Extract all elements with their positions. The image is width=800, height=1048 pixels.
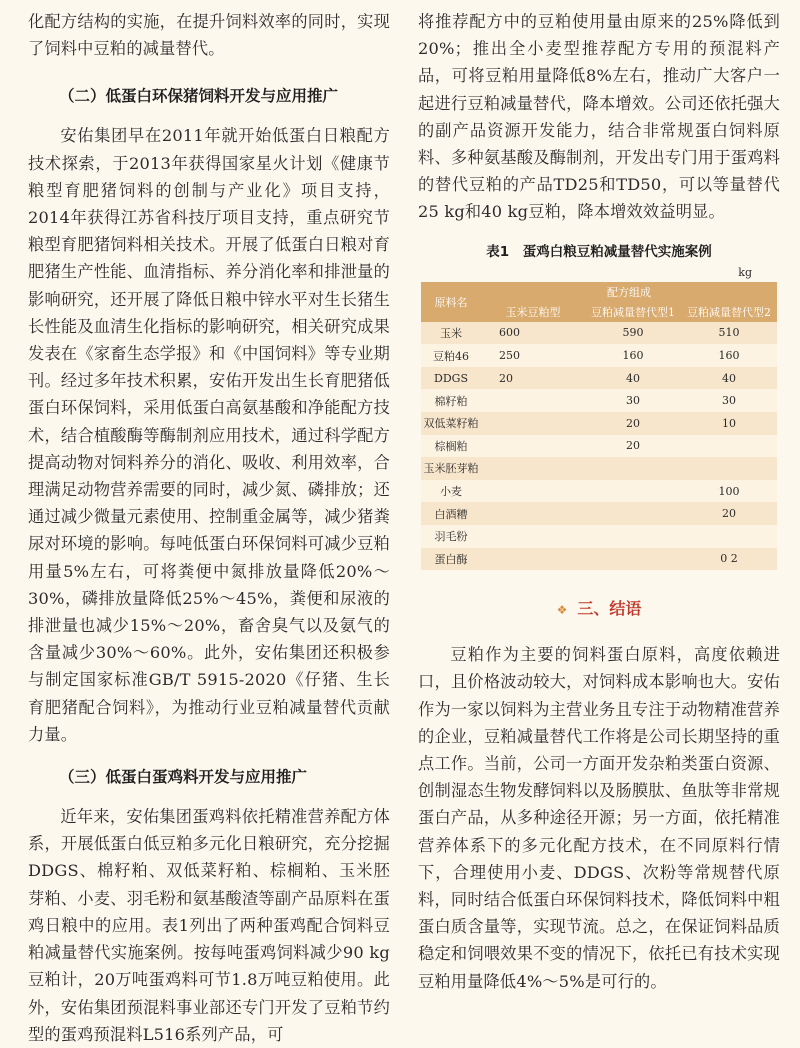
table-row	[421, 435, 777, 458]
cell	[481, 502, 585, 525]
cell: 30	[585, 389, 681, 412]
row-name: 玉米	[421, 322, 481, 345]
cell: 40	[681, 367, 777, 390]
cell: 20	[585, 435, 681, 458]
row-name: 白酒糟	[421, 502, 481, 525]
cell	[585, 480, 681, 503]
cell: 30	[681, 389, 777, 412]
right-column	[418, 0, 780, 995]
cell: 0 2	[681, 548, 777, 571]
table-row	[421, 412, 777, 435]
cell	[481, 457, 585, 480]
cell: 600	[481, 322, 585, 345]
section-title-conclusion	[418, 596, 780, 623]
cell: 590	[585, 322, 681, 345]
cell: 40	[585, 367, 681, 390]
table-row	[421, 525, 777, 548]
table-row	[421, 344, 777, 367]
cell	[585, 548, 681, 571]
header-rowname: 原料名	[421, 282, 481, 322]
table-row	[421, 457, 777, 480]
header-col-1: 玉米豆粕型	[481, 302, 585, 322]
cell	[481, 389, 585, 412]
cell	[681, 525, 777, 548]
cell: 10	[681, 412, 777, 435]
table-row	[421, 367, 777, 390]
cell: 100	[681, 480, 777, 503]
cell: 20	[681, 502, 777, 525]
cell	[681, 435, 777, 458]
paragraph-continued-right: 将推荐配方中的豆粕使用量由原来的25%降低到20%；推出全小麦型推荐配方专用的预混料产品，可将豆粕用量降低8%左右，推动广大客户一起进行豆粕减量替代，降本增效。公司还依托强大的副产品资源开发能力，结合非常规蛋白饲料原料、多种氨基酸及酶制剂，开发出专门用于蛋鸡料的替代豆粕的产品TD25和TD50，可以等量替代25 kg和40 kg豆粕，降本增效效益明显。	[418, 12, 780, 222]
cell: 250	[481, 344, 585, 367]
table-caption: 表1 蛋鸡白粮豆粕减量替代实施案例	[486, 243, 712, 260]
row-name: 棕榈粕	[421, 435, 481, 458]
row-name: 双低菜籽粕	[421, 412, 481, 435]
row-name: 棉籽粕	[421, 389, 481, 412]
cell	[585, 525, 681, 548]
cell	[585, 502, 681, 525]
row-name: DDGS	[421, 367, 481, 390]
left-column	[28, 0, 390, 1048]
paragraph-pig-feed: 安佑集团早在2011年就开始低蛋白日粮配方技术探索，于2013年获得国家星火计划《健康节粮型育肥猪饲料的创制与产业化》项目支持，2014年获得江苏省科技厅项目支持，重点研究节粮型育肥猪饲料相关技术。开展了低蛋白日粮对育肥猪生产性能、血清指标、养分消化率和排泄量的影响研究，还开展了降低日粮中锌水平对生长猪生长性能及血清生化指标的影响研究，相关研究成果发表在《家畜生态学报》和《中国饲料》等专业期刊。经过多年技术积累，安佑开发出生长育肥猪低蛋白环保饲料，采用低蛋白高氨基酸和净能配方技术，结合植酸酶等酶制剂应用技术，通过科学配方提高动物对饲料养分的消化、吸收、利用效率，合理满足动物营养需要的同时，减少氮、磷排放；还通过减少微量元素使用、控制重金属等，减少猪粪尿对环境的影响。每吨低蛋白环保饲料可减少豆粕用量5%左右，可将粪便中氮排放量降低20%～30%，磷排放量降低25%～45%，粪便和尿液的排泄量也减少15%～20%，畜舍臭气以及氨气的含量减少30%～60%。此外，安佑集团还积极参与制定国家标准GB/T 5915-2020《仔猪、生长育肥猪配合饲料》，为推动行业豆粕减量替代贡献力量。	[28, 126, 390, 744]
row-name: 小麦	[421, 480, 481, 503]
table-row	[421, 389, 777, 412]
cell: 160	[681, 344, 777, 367]
table-row	[421, 548, 777, 571]
cell	[585, 457, 681, 480]
section-title-text: 三、结语	[577, 599, 642, 619]
heading-low-protein-pig-feed: （二）低蛋白环保猪饲料开发与应用推广	[59, 87, 339, 106]
paragraph-layer-feed: 近年来，安佑集团蛋鸡料依托精准营养配方体系，开展低蛋白低豆粕多元化日粮研究，充分挖掘DDGS、棉籽粕、双低菜籽粕、棕榈粕、玉米胚芽粕、小麦、羽毛粉和氨基酸渣等副产品原料在蛋鸡日粮中的应用。表1列出了两种蛋鸡配合饲料豆粕减量替代实施案例。按每吨蛋鸡饲料减少90 kg豆粕计，20万吨蛋鸡料可节1.8万吨豆粕使用。此外，安佑集团预混料事业部还专门开发了豆粕节约型的蛋鸡预混料L516系列产品，可	[28, 807, 390, 1044]
cell: 20	[481, 367, 585, 390]
table-block	[418, 240, 780, 571]
paragraph-conclusion: 豆粕作为主要的饲料蛋白原料，高度依赖进口，且价格波动较大，对饲料成本影响也大。安佑作为一家以饲料为主营业务且专注于动物精准营养的企业，豆粕减量替代工作将是公司长期坚持的重点工作。当前，公司一方面开发杂粕类蛋白资源、创制湿态生物发酵饲料以及肠膜肽、鱼肽等非常规蛋白产品，从多种途径开源；另一方面，依托精准营养体系下的多元化配方技术，在不同原料行情下，合理使用小麦、DDGS、次粉等常规替代原料，同时结合低蛋白环保饲料技术，降低饲料中粗蛋白质含量等，实现节流。总之，在保证饲料品质稳定和饲喂效果不变的情况下，依托已有技术实现豆粕用量降低4%～5%是可行的。	[418, 645, 780, 991]
row-name: 玉米胚芽粕	[421, 457, 481, 480]
cell: 160	[585, 344, 681, 367]
cell: 510	[681, 322, 777, 345]
header-col-2: 豆粕减量替代型1	[585, 302, 681, 322]
header-group: 配方组成	[481, 282, 777, 302]
cell	[481, 548, 585, 571]
cell	[481, 412, 585, 435]
heading-low-protein-layer-feed: （三）低蛋白蛋鸡料开发与应用推广	[59, 768, 308, 787]
cell	[481, 480, 585, 503]
table-row	[421, 322, 777, 345]
recipe-table	[421, 282, 777, 571]
row-name: 羽毛粉	[421, 525, 481, 548]
cell: 20	[585, 412, 681, 435]
diamond-icon: ❖	[556, 603, 568, 618]
table-row	[421, 502, 777, 525]
header-col-3: 豆粕减量替代型2	[681, 302, 777, 322]
table-row	[421, 480, 777, 503]
paragraph-continued: 化配方结构的实施，在提升饲料效率的同时，实现了饲料中豆粕的减量替代。	[28, 12, 390, 59]
table-unit: kg	[738, 265, 752, 279]
cell	[481, 435, 585, 458]
row-name: 蛋白酶	[421, 548, 481, 571]
cell	[481, 525, 585, 548]
row-name: 豆粕46	[421, 344, 481, 367]
cell	[681, 457, 777, 480]
